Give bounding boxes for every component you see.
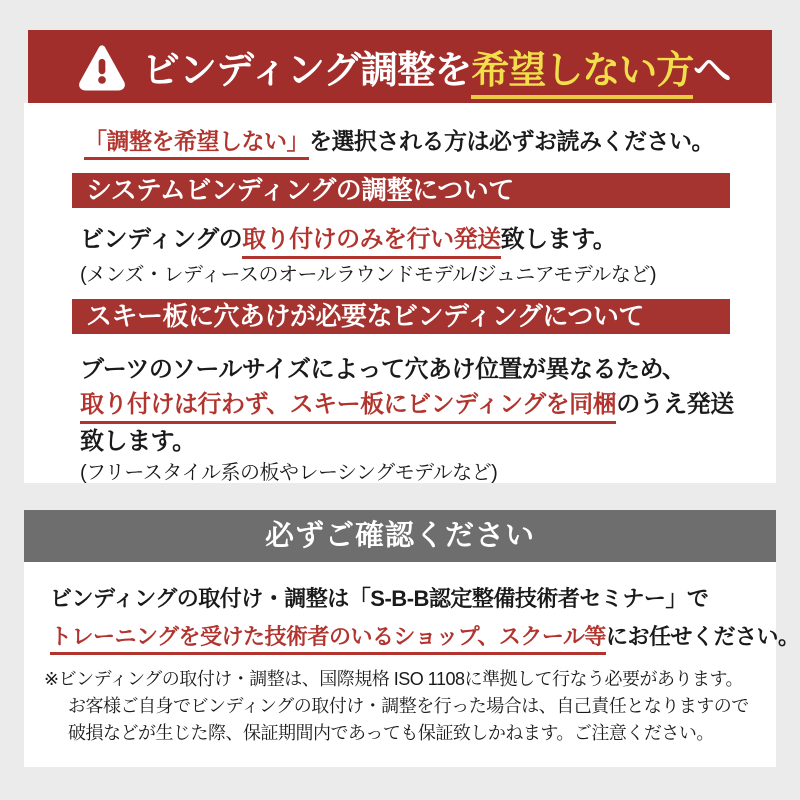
warning-title-white-after: へ — [693, 50, 731, 92]
disclaimer-note-1: ※ビンディングの取付け・調整は、国際規格 ISO 1108に準拠して行なう必要があります。 — [44, 669, 744, 689]
system-binding-black-after: 致します。 — [500, 226, 617, 253]
system-binding-black-before: ビンディングの — [80, 226, 243, 253]
confirm-panel — [24, 562, 800, 767]
system-binding-note: (メンズ・レディースのオールラウンドモデル/ジュニアモデルなど) — [80, 264, 657, 286]
confirm-line2-red: トレーニングを受けた技術者のいるショップ、スクール等 — [50, 624, 606, 655]
confirm-line1: ビンディングの取付け・調整は「S-B-B認定整備技術者セミナー」で — [50, 586, 709, 611]
warning-triangle-icon — [78, 42, 126, 92]
drilling-line2-red: 取り付けは行わず、スキー板にビンディングを同梱 — [80, 391, 616, 424]
system-binding-red: 取り付けのみを行い発送 — [242, 226, 501, 259]
confirm-line2-black: にお任せください。 — [605, 624, 800, 649]
intro-quoted-option: 「調整を希望しない」 — [84, 128, 309, 160]
section-heading-system-binding: システムビンディングの調整について — [72, 173, 730, 208]
confirm-banner-heading: 必ずご確認ください — [24, 510, 776, 562]
disclaimer-note-2: お客様ご自身でビンディングの取付け・調整を行った場合は、自己責任となりますので — [68, 696, 749, 716]
warning-title-white-before: ビンディング調整を — [142, 50, 472, 92]
drilling-note: (フリースタイル系の板やレーシングモデルなど) — [80, 462, 498, 484]
warning-banner-title — [142, 39, 730, 94]
intro-line — [84, 123, 714, 156]
disclaimer-note-3: 破損などが生じた際、保証期間内であっても保証致しかねます。ご注意ください。 — [68, 723, 714, 743]
drilling-line2-black: のうえ発送 — [616, 391, 734, 418]
system-binding-line — [80, 219, 616, 254]
intro-rest: を選択される方は必ずお読みください。 — [309, 128, 714, 154]
disclaimer-notes — [44, 666, 749, 747]
drilling-line1: ブーツのソールサイズによって穴あけ位置が異なるため、 — [80, 356, 686, 383]
confirm-line2 — [50, 620, 799, 651]
section-heading-drilling: スキー板に穴あけが必要なビンディングについて — [72, 299, 730, 334]
warning-title-highlight: 希望しない方 — [471, 50, 693, 99]
instructions-panel — [24, 103, 776, 483]
warning-banner — [28, 30, 772, 103]
drilling-line2 — [80, 384, 734, 419]
drilling-line3: 致します。 — [80, 428, 196, 455]
